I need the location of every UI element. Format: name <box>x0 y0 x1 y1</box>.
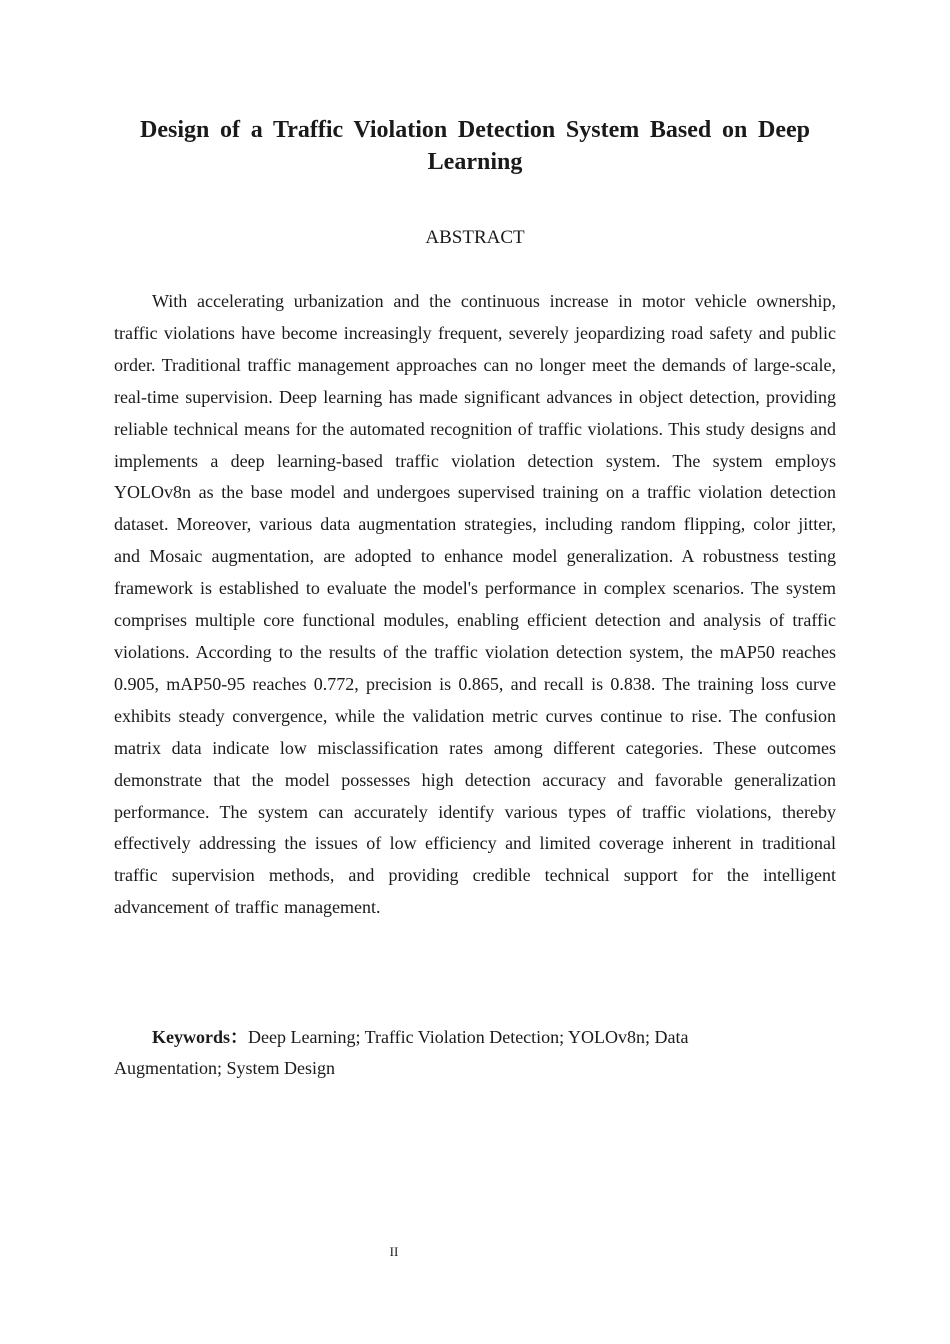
keywords-text: Deep Learning; Traffic Violation Detection; YOLOv8n; Data Augmentation; System Design <box>114 1027 689 1078</box>
paper-title: Design of a Traffic Violation Detection System Based on Deep Learning <box>140 117 810 175</box>
keywords-label: Keywords： <box>152 1027 248 1047</box>
page-number: II <box>389 1244 399 1259</box>
abstract-body: With accelerating urbanization and the continuous increase in motor vehicle ownership, traffic violations have become increasingly frequent, severely jeopardizing road safety and public order. Traditional traffic management approaches can no longer meet the demands of large-scale, real-time supervision. Deep learning has made significant advances in object detection, providing reliable technical means for the automated recognition of traffic violations. This study designs and implements a deep learning-based traffic violation detection system. The system employs YOLOv8n as the base model and undergoes supervised training on a traffic violation detection dataset. Moreover, various data augmentation strategies, including random flipping, color jitter, and Mosaic augmentation, are adopted to enhance model generalization. A robustness testing framework is established to evaluate the model's performance in complex scenarios. The system comprises multiple core functional modules, enabling efficient detection and analysis of traffic violations. According to the results of the traffic violation detection system, the mAP50 reaches 0.905, mAP50-95 reaches 0.772, precision is 0.865, and recall is 0.838. The training loss curve exhibits steady convergence, while the validation metric curves continue to rise. The confusion matrix data indicate low misclassification rates among different categories. These outcomes demonstrate that the model possesses high detection accuracy and favorable generalization performance. The system can accurately identify various types of traffic violations, thereby effectively addressing the issues of low efficiency and limited coverage inherent in traditional traffic supervision methods, and providing credible technical support for the intelligent advancement of traffic management. <box>114 291 836 918</box>
keywords-paragraph <box>114 1022 754 1084</box>
abstract-heading: ABSTRACT <box>425 227 525 248</box>
